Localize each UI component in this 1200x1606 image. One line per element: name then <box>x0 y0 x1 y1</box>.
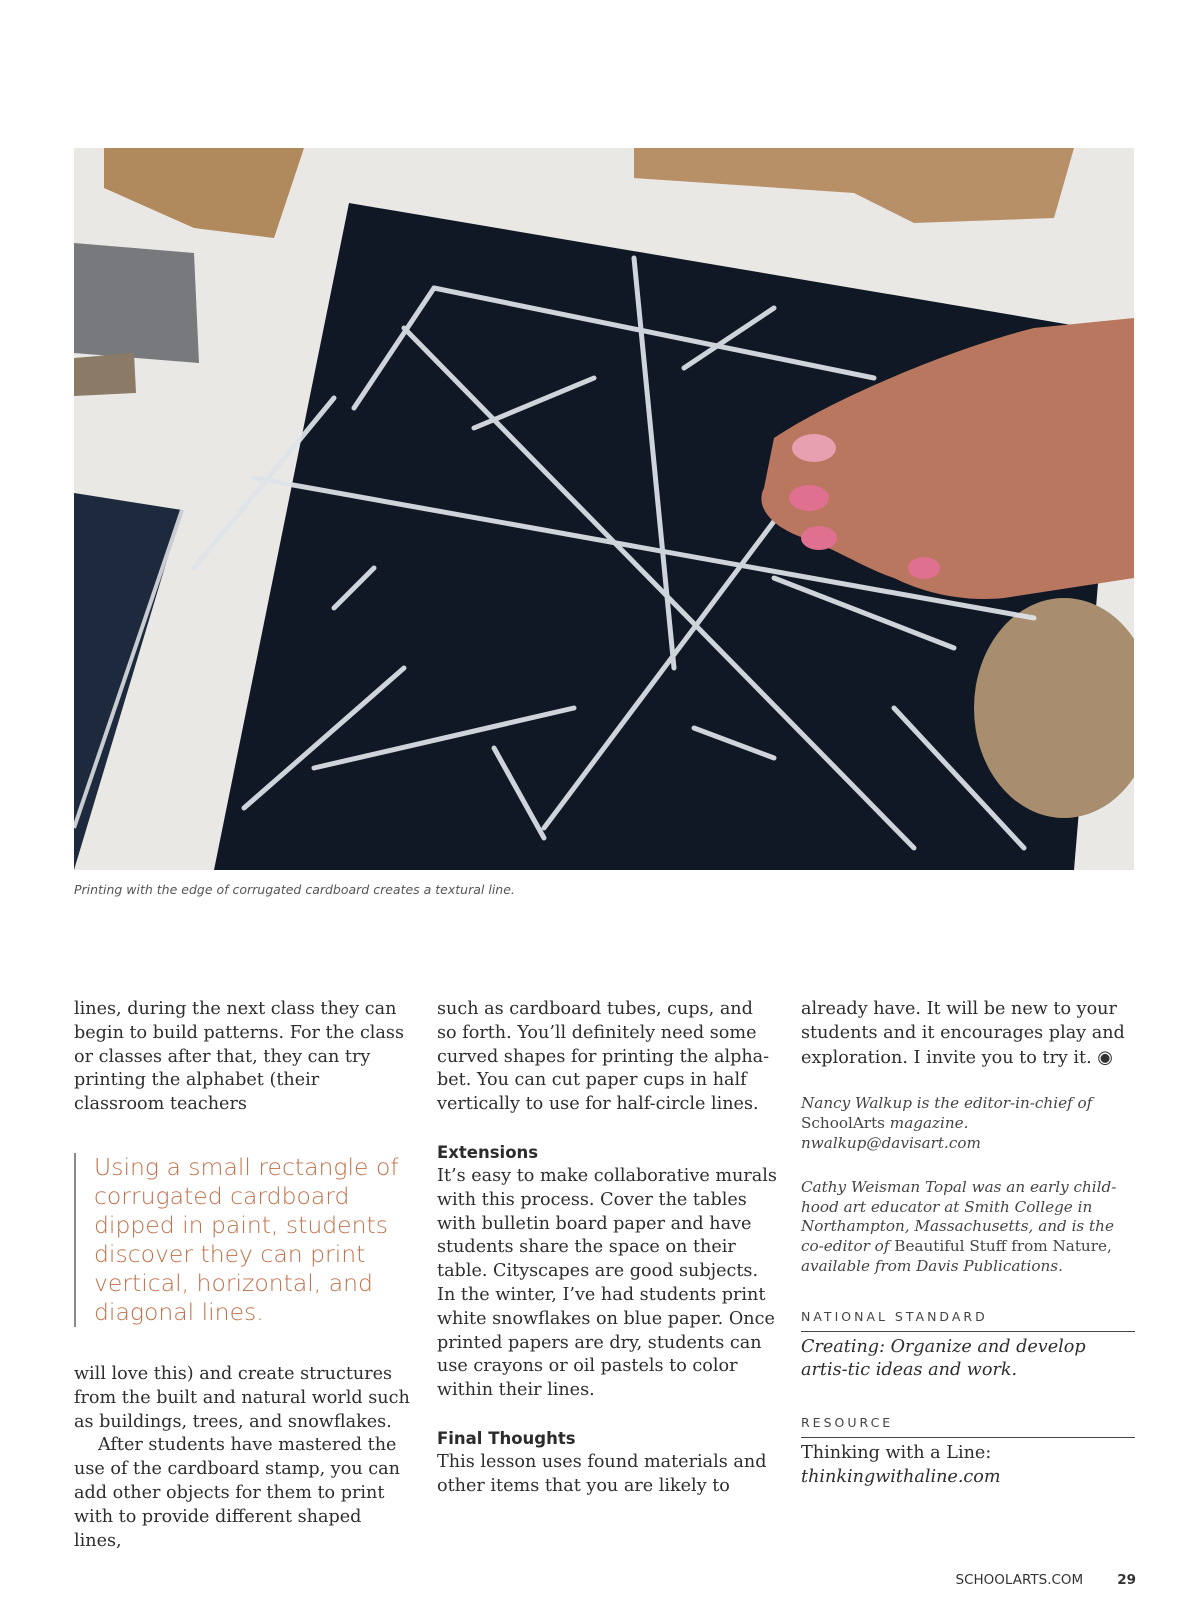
author-bio-walkup <box>801 1094 1135 1153</box>
resource-title: Thinking with a Line: <box>801 1442 992 1463</box>
article-photo <box>74 148 1134 870</box>
body-paragraph: will love this) and create structures from the built and natural world such as buildings, trees, and snowflakes. <box>74 1363 410 1432</box>
bio-email[interactable]: magazine. nwalkup@davisart.com <box>801 1114 981 1152</box>
body-paragraph: It’s easy to make collaborative murals with this process. Cover the tables with bulletin board paper and have students share the space on their table. Cityscapes are good subjects. In the winter, I’ve had students print white snowflakes on blue paper. Once printed papers are dry, students can use crayons or oil pastels to color within their lines. <box>437 1165 777 1401</box>
page-number: 29 <box>1117 1572 1136 1588</box>
footer-site[interactable]: SCHOOLARTS.COM <box>955 1572 1084 1588</box>
bio-text: available from Davis Publications. <box>801 1256 1063 1275</box>
national-standard-label: NATIONAL STANDARD <box>801 1305 1135 1332</box>
article-column-1 <box>74 998 414 1553</box>
bio-text: Cathy Weisman Topal was an early child-hood art educator at Smith College in Northampton, Massachusetts, and is the co-editor of <box>801 1177 1117 1256</box>
pull-quote: Using a small rectangle of corrugated cardboard dipped in paint, students discover they can print vertical, horizontal, and diagonal lines. <box>74 1153 414 1327</box>
article-column-3 <box>801 998 1135 1490</box>
section-heading-final-thoughts: Final Thoughts <box>437 1428 576 1448</box>
snowflake-print-photo <box>74 148 1134 870</box>
body-paragraph: such as cardboard tubes, cups, and so forth. You’ll definitely need some curved shapes for printing the alpha-bet. You can cut paper cups in half vertically to use for half-circle lines. <box>437 999 770 1115</box>
body-paragraph: After students have mastered the use of the cardboard stamp, you can add other objects for them to print with to provide different shaped lines, <box>74 1435 400 1551</box>
author-bio-topal <box>801 1178 1135 1277</box>
bio-book-title: Beautiful Stuff from Nature, <box>894 1237 1112 1256</box>
body-paragraph: lines, during the next class they can begin to build patterns. For the class or classes after that, they can try printing the alphabet (their classroom teachers <box>74 999 404 1115</box>
body-paragraph: This lesson uses found materials and other items that you are likely to <box>437 1451 767 1496</box>
photo-caption: Printing with the edge of corrugated cardboard creates a textural line. <box>74 882 515 897</box>
resource-label: RESOURCE <box>801 1411 1135 1438</box>
bio-magazine-name: SchoolArts <box>801 1114 885 1133</box>
end-mark-icon: ◉ <box>1097 1046 1113 1068</box>
national-standard-text: Creating: Organize and develop artis-tic ideas and work. <box>801 1336 1086 1381</box>
resource-link[interactable]: thinkingwithaline.com <box>801 1466 1001 1487</box>
article-column-2 <box>437 998 777 1499</box>
section-heading-extensions: Extensions <box>437 1142 539 1162</box>
page-footer <box>956 1572 1136 1588</box>
body-paragraph <box>801 998 1135 1070</box>
closing-text: already have. It will be new to your students and it encourages play and exploration. I invite you to try it. <box>801 999 1125 1068</box>
bio-text: Nancy Walkup is the editor-in-chief of <box>801 1094 1093 1113</box>
